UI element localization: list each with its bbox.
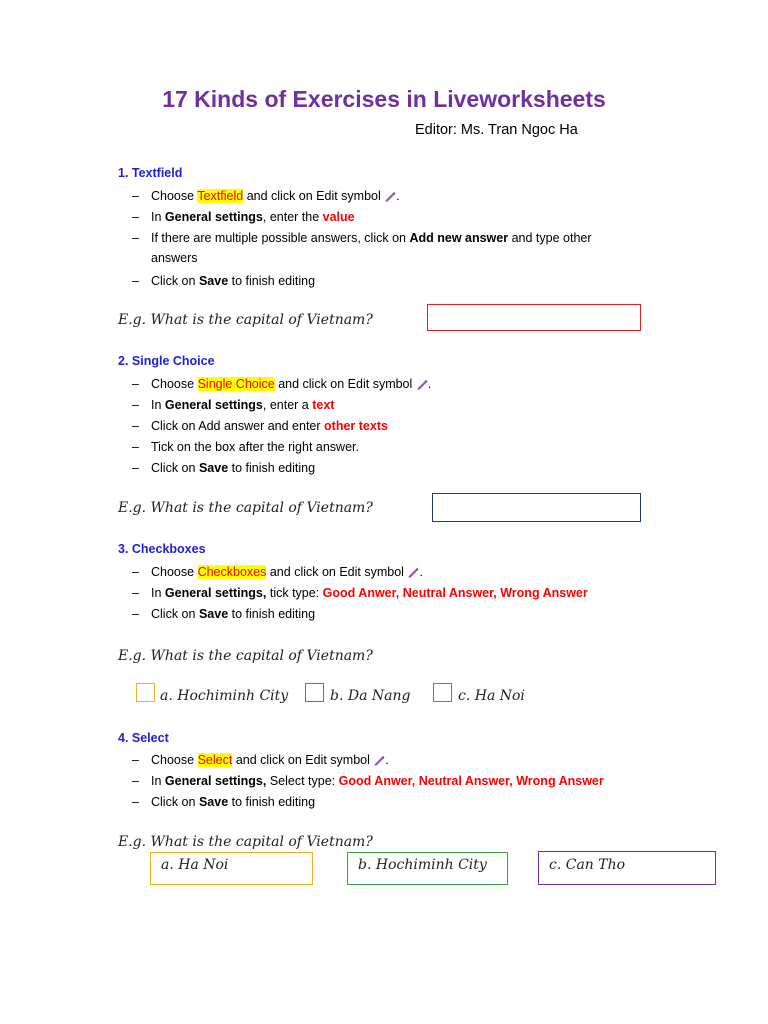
textfield-answer-box[interactable] bbox=[427, 304, 641, 331]
checkbox-option-a[interactable] bbox=[136, 683, 155, 702]
checkbox-option-label: a. Hochiminh City bbox=[160, 688, 289, 704]
pencil-icon bbox=[373, 754, 385, 766]
page-title: 17 Kinds of Exercises in Liveworksheets bbox=[162, 86, 606, 112]
example-question: E.g. What is the capital of Vietnam? bbox=[118, 648, 373, 664]
select-option-b[interactable]: b. Hochiminh City bbox=[347, 852, 508, 885]
example-question: E.g. What is the capital of Vietnam? bbox=[118, 834, 373, 850]
select-option-a[interactable]: a. Ha Noi bbox=[150, 852, 313, 885]
checkbox-option-label: b. Da Nang bbox=[330, 688, 411, 704]
checkbox-option-b[interactable] bbox=[305, 683, 324, 702]
section-heading-checkboxes: 3. Checkboxes bbox=[118, 542, 206, 556]
example-question: E.g. What is the capital of Vietnam? bbox=[118, 312, 373, 328]
section-heading-single-choice: 2. Single Choice bbox=[118, 354, 215, 368]
example-question: E.g. What is the capital of Vietnam? bbox=[118, 500, 373, 516]
section-heading-textfield: 1. Textfield bbox=[118, 166, 183, 180]
pencil-icon bbox=[407, 566, 419, 578]
pencil-icon bbox=[416, 378, 428, 390]
section-heading-select: 4. Select bbox=[118, 731, 169, 745]
single-choice-answer-box[interactable] bbox=[432, 493, 641, 522]
checkbox-option-label: c. Ha Noi bbox=[458, 688, 525, 704]
editor-line: Editor: Ms. Tran Ngoc Ha bbox=[415, 122, 578, 138]
select-option-c[interactable]: c. Can Tho bbox=[538, 851, 716, 885]
list-item: – If there are multiple possible answers, click on Add new answer and type other answers bbox=[132, 231, 592, 265]
pencil-icon bbox=[384, 190, 396, 202]
checkbox-option-c[interactable] bbox=[433, 683, 452, 702]
